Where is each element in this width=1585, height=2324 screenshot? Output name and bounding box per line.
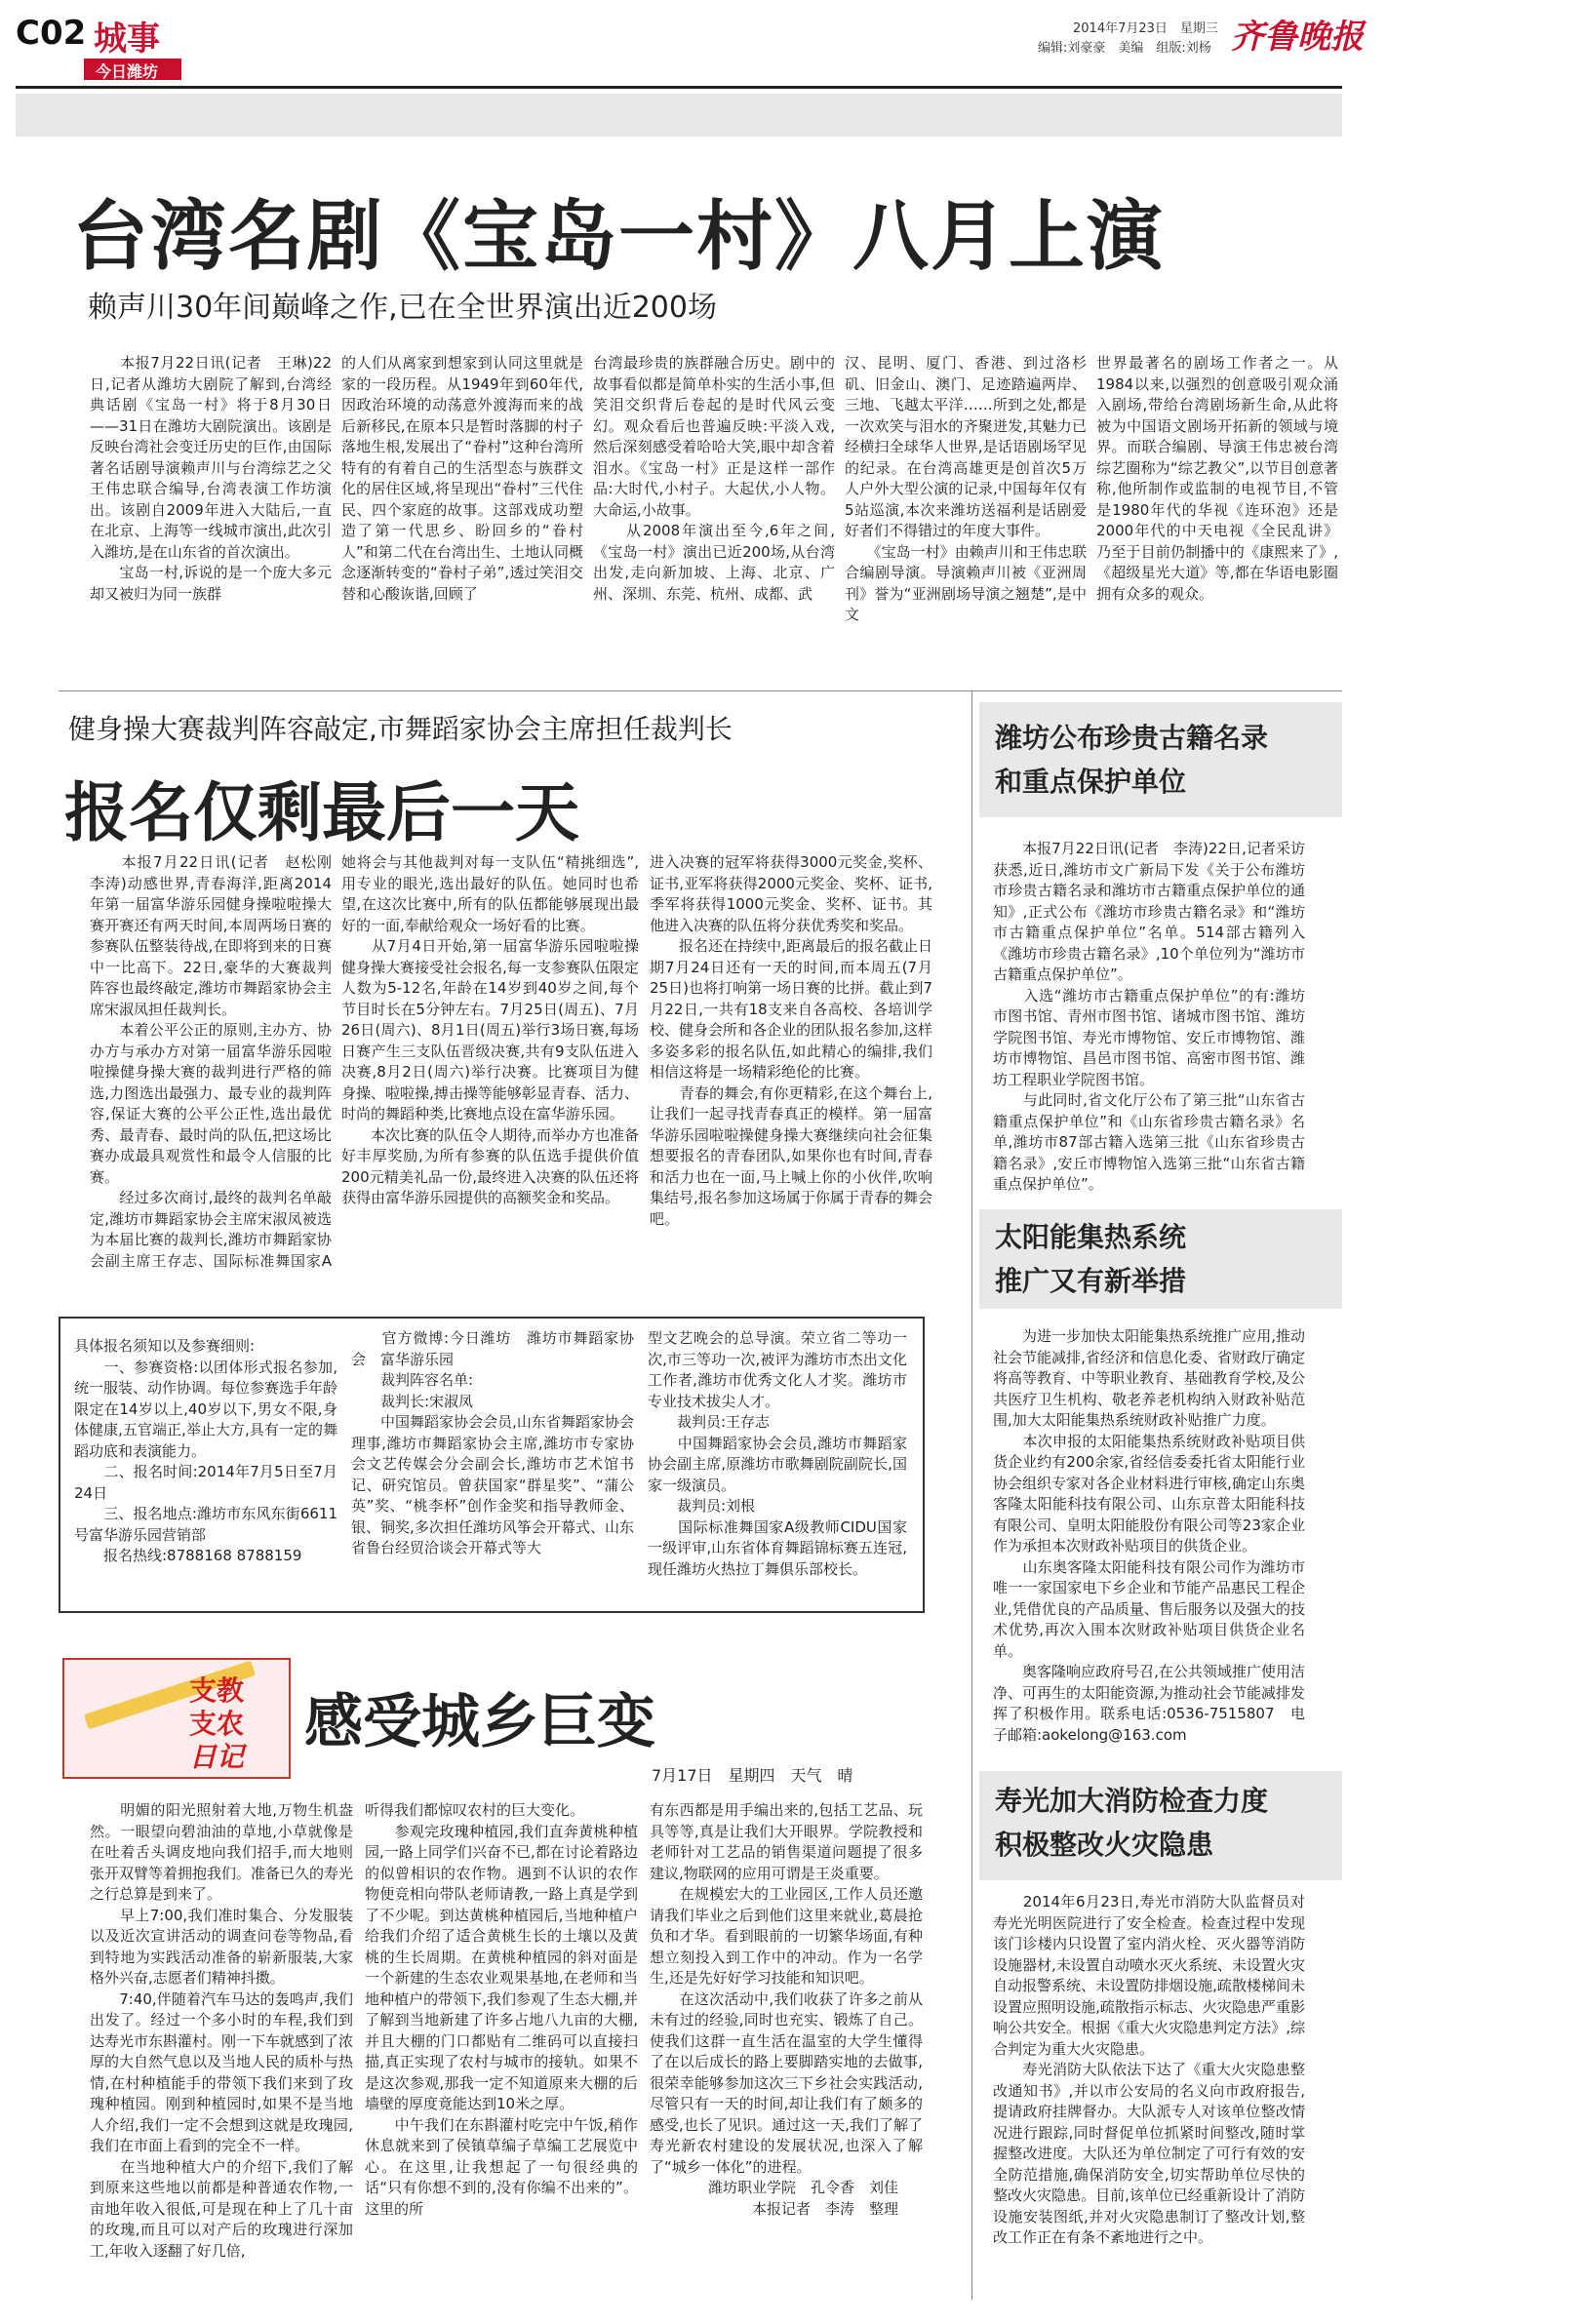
article1-subtitle: 赖声川30年间巅峰之作,已在全世界演出近200场 — [88, 291, 717, 325]
article1-col-4: 汉、昆明、厦门、香港、到过洛杉矶、旧金山、澳门、足迹踏遍两岸、三地、飞越太平洋……所到之处,都是一次欢笑与泪水的齐聚迸发,其魅力已经横扫全球华人世界,是话语剧场罕见的纪录。在台湾高雄更是创首次5万人户外大型公演的记录,中国每年仅有5站巡演,本次来潍坊送福利是话剧爱好者们不得错过的年度大事件。 《宝岛一村》由赖声川和王伟忠联合编剧导演。导演赖声川被《亚洲周刊》誉为“亚洲剧场导演之翘楚”,是中文 — [845, 354, 1087, 623]
side1-body: 本报7月22日讯(记者 李涛)22日,记者采访获悉,近日,潍坊市文广新局下发《关于公布潍坊市珍贵古籍名录和潍坊市古籍重点保护单位的通知》,正式公布《潍坊市珍贵古籍名录》和“潍坊市古籍重点保护单位”名单。514部古籍列入《潍坊市珍贵古籍名录》,10个单位列为“潍坊市古籍重点保护单位”。 入选“潍坊市古籍重点保护单位”的有:潍坊市图书馆、青州市图书馆、诸城市图书馆、潍坊学院图书馆、寿光市博物馆、安丘市博物馆、潍坊市博物馆、昌邑市图书馆、高密市图书馆、潍坊工程职业学院图书馆。 与此同时,省文化厅公布了第三批“山东省古籍重点保护单位”和《山东省珍贵古籍名录》名单,潍坊市87部古籍入选第三批《山东省珍贵古籍名录》,安丘市博物馆入选第三批“山东省古籍重点保护单位”。 — [993, 840, 1305, 1193]
article2-col-3: 进入决赛的冠军将获得3000元奖金,奖杯、证书,亚军将获得2000元奖金、奖杯、证书,季军将获得1000元奖金、奖杯、证书。其他进入决赛的队伍将分获优秀奖和奖品。 报名还在持续中,距离最后的报名截止日期7月24日还有一天的时间,而本周五(7月25日)也将打响第一场日赛的比拼。截止到7月22日,一共有18支来自各高校、各培训学校、健身会所和各企业的团队报名参加,这样多姿多彩的报名队伍,如此精心的编排,我们相信这将是一场精彩绝伦的比赛。 青春的舞会,有你更精彩,在这个舞台上,让我们一起寻找青春真正的模样。第一届富华游乐园啦啦操健身操大赛继续向社会征集想要报名的青春团队,如果你也有时间,青春和活力也在一面,马上喊上你的小伙伴,吹响集结号,报名参加这场属于你属于青春的舞会吧。 — [650, 853, 932, 1228]
masthead-date: 2014年7月23日 星期三 — [1073, 21, 1218, 36]
newspaper-logo: 齐鲁晚报 — [1231, 18, 1364, 57]
article2-title: 报名仅剩最后一天 — [64, 774, 579, 850]
diary-badge — [62, 1658, 291, 1779]
article1-col-5: 世界最著名的剧场工作者之一。从1984以来,以强烈的创意吸引观众涌入剧场,带给台湾剧场新生命,从此将被为中国语文剧场开拓新的领域与境界。而联合编剧、导演王伟忠被台湾综艺圈称为“综艺教父”,以节目创意著称,他所制作或监制的电视节目,不管是1980年代的华视《连环泡》还是2000年代的中天电视《全民乱讲》乃至于目前仍制播中的《康熙来了》,《超级星光大道》等,都在华语电影圈拥有众多的观众。 — [1096, 354, 1338, 603]
sidebar-divider — [971, 690, 972, 2300]
article3-title: 感受城乡巨变 — [304, 1688, 655, 1756]
badge-line-2: 支农 — [189, 1708, 245, 1740]
top-shade-band — [16, 94, 1342, 137]
subsection-label: 今日潍坊 — [96, 62, 159, 81]
section-name: 城事 — [94, 20, 160, 59]
article1-title: 台湾名剧《宝岛一村》八月上演 — [72, 192, 1166, 281]
article2-col-1: 本报7月22日讯(记者 赵松刚 李涛)动感世界,青春海洋,距离2014年第一届富华游乐园健身操啦啦操大赛开赛还有两天时间,本周两场日赛的参赛队伍整装待战,在即将到来的日赛中一比高下。22日,豪华的大赛裁判阵容也最终敲定,潍坊市舞蹈家协会主席宋淑凤担任裁判长。 本着公平公正的原则,主办方、协办方与承办方对第一届富华游乐园啦啦操健身操大赛的裁判进行严格的筛选,力图选出最强力、最专业的裁判阵容,保证大赛的公平公正性,选出最优秀、最青春、最时尚的队伍,把这场比赛办成最具观赏性和最令人信服的比赛。 经过多次商讨,最终的裁判名单敲定,潍坊市舞蹈家协会主席宋淑凤被选为本届比赛的裁判长,潍坊市舞蹈家协会副主席王存志、国际标准舞国家A — [90, 853, 332, 1270]
infobox-col-3: 型文艺晚会的总导演。荣立省二等功一次,市三等功一次,被评为潍坊市杰出文化工作者,潍坊市优秀文化人才奖。潍坊市专业技术拔尖人才。 裁判员:王存志 中国舞蹈家协会会员,潍坊市舞蹈家协会副主席,原潍坊市歌舞剧院副院长,国家一级演员。 裁判员:刘根 国际标准舞国家A级教师CIDU国家一级评审,山东省体育舞蹈锦标赛五连冠,现任潍坊火热拉丁舞俱乐部校长。 — [648, 1329, 907, 1578]
article2-kicker: 健身操大赛裁判阵容敲定,市舞蹈家协会主席担任裁判长 — [68, 713, 733, 745]
side1-title: 潍坊公布珍贵古籍名录 和重点保护单位 — [995, 722, 1269, 798]
article1-col-2: 的人们从离家到想家到认同这里就是家的一段历程。从1949年到60年代,因政治环境的动荡意外渡海而来的战后新移民,在原本只是暂时落脚的村子落地生根,发展出了“眷村”这种台湾所特有的有着自己的生活型态与族群文化的居住区域,将呈现出“眷村”三代住民、四个家庭的故事。这部戏成功塑造了第一代思乡、盼回乡的“眷村人”和第二代在台湾出生、土地认同概念逐渐转变的“眷村子弟”,透过笑泪交替和心酸诙谐,回顾了 — [341, 354, 583, 603]
divider — [59, 690, 1342, 691]
masthead-editors: 编辑:刘豪豪 美编 组版:刘杨 — [1038, 41, 1211, 56]
badge-line-3: 日记 — [189, 1741, 245, 1773]
article1-col-3: 台湾最珍贵的族群融合历史。剧中的故事看似都是简单朴实的生活小事,但笑泪交织背后卷起的是时代风云变幻。观众看后也普遍反映:平淡入戏,然后深刻感受着哈哈大笑,眼中却含着泪水。《宝岛一村》正是这样一部作品:大时代,小村子。大起伏,小人物。大命运,小故事。 从2008年演出至今,6年之间,《宝岛一村》演出已近200场,从台湾出发,走向新加坡、上海、北京、广州、深圳、东莞、杭州、成都、武 — [593, 354, 835, 603]
side2-body: 为进一步加快太阳能集热系统推广应用,推动社会节能减排,省经济和信息化委、省财政厅确定将高等教育、中等职业教育、基础教育学校,及公共医疗卫生机构、敬老养老机构纳入财政补贴范围,加大太阳能集热系统财政补贴推广力度。 本次申报的太阳能集热系统财政补贴项目供货企业约有200余家,省经信委委托省太阳能行业协会组织专家对各企业材料进行审核,确定山东奥客隆太阳能科技有限公司、山东京普太阳能科技有限公司、皇明太阳能股份有限公司等23家企业作为承担本次财政补贴项目的供货企业。 山东奥客隆太阳能科技有限公司作为潍坊市唯一一家国家电下乡企业和节能产品惠民工程企业,凭借优良的产品质量、售后服务以及强大的技术优势,再次入围本次财政补贴项目供货企业名单。 奥客隆响应政府号召,在公共领域推广使用洁净、可再生的太阳能资源,为推动社会节能减排发挥了积极作用。联系电话:0536-7515807 电子邮箱:aokelong@163.com — [993, 1327, 1305, 1744]
article3-dateline: 7月17日 星期四 天气 晴 — [652, 1766, 853, 1785]
infobox-col-1: 具体报名须知以及参赛细则: 一、参赛资格:以团体形式报名参加,统一服装、动作协调。每位参赛选手年龄限定在14岁以上,40岁以下,男女不限,身体健康,五官端正,举止大方,具有一定的舞蹈功底和表演能力。 二、报名时间:2014年7月5日至7月24日 三、报名地点:潍坊市东风东街6611号富华游乐园营销部 报名热线:8788168 8788159 — [74, 1337, 337, 1564]
side2-title: 太阳能集热系统 推广又有新举措 — [995, 1221, 1187, 1297]
side3-body: 2014年6月23日,寿光市消防大队监督员对寿光光明医院进行了安全检查。检查过程中发现该门诊楼内只设置了室内消火栓、灭火器等消防设施器材,未设置自动喷水灭火系统、未设置火灾自动报警系统、未设置防排烟设施,疏散楼梯间未设置应照明设施,疏散指示标志、火灾隐患严重影响公共安全。根据《重大火灾隐患判定方法》,综合判定为重大火灾隐患。 寿光消防大队依法下达了《重大火灾隐患整改通知书》,并以市公安局的名义向市政府报告,提请政府挂牌督办。大队派专人对该单位整改情况进行跟踪,同时督促单位抓紧时间整改,随时掌握整改进度。大队还为单位制定了可行有效的安全防范措施,确保消防安全,切实帮助单位尽快的整改火灾隐患。目前,该单位已经重新设计了消防设施安装图纸,并对火灾隐患制订了整改计划,整改工作正在有条不紊地进行之中。 — [993, 1893, 1305, 2246]
badge-line-1: 支教 — [189, 1674, 245, 1707]
article2-col-2: 她将会与其他裁判对每一支队伍“精挑细选”,用专业的眼光,选出最好的队伍。她同时也希望,在这次比赛中,所有的队伍都能够展现出最好的一面,奉献给观众一场好看的比赛。 从7月4日开始,第一届富华游乐园啦啦操健身操大赛接受社会报名,每一支参赛队伍限定人数为5-12名,年龄在14岁到40岁之间,每个节目时长在5分钟左右。7月25日(周五)、7月26日(周六)、8月1日(周五)举行3场日赛,每场日赛产生三支队伍晋级决赛,共有9支队伍进入决赛,8月2日(周六)举行决赛。比赛项目为健身操、啦啦操,搏击操等能够彰显青春、活力、时尚的舞蹈种类,比赛地点设在富华游乐园。 本次比赛的队伍令人期待,而举办方也准备好丰厚奖励,为所有参赛的队伍选手提供价值200元精美礼品一份,最终进入决赛的队伍还将获得由富华游乐园提供的高额奖金和奖品。 — [341, 853, 639, 1206]
side3-title: 寿光加大消防检查力度 积极整改火灾隐患 — [995, 1785, 1269, 1861]
article3-col-3: 有东西都是用手编出来的,包括工艺品、玩具等等,真是让我们大开眼界。学院教授和老师针对工艺品的销售渠道问题提了很多建议,物联网的应用可谓是王炎重要。 在规模宏大的工业园区,工作人员还邀请我们毕业之后到他们这里来就业,葛晨抢负和才华。看到眼前的一切繁华场面,有种想立刻投入到工作中的冲动。作为一名学生,还是先好好学习技能和知识吧。 在这次活动中,我们收获了许多之前从未有过的经验,同时也充实、锻炼了自己。使我们这群一直生活在温室的大学生懂得了在以后成长的路上要脚踏实地的去做事,很荣幸能够参加这次三下乡社会实践活动,尽管只有一天的时间,却让我们有了颇多的感受,也长了见识。通过这一天,我们了解了寿光新农村建设的发展状况,也深入了解了“城乡一体化”的进程。 潍坊职业学院 孔令香 刘佳 本报记者 李涛 整理 — [650, 1801, 923, 2218]
infobox-col-2: 官方微博:今日潍坊 潍坊市舞蹈家协会 富华游乐园 裁判阵容名单: 裁判长:宋淑凤 中国舞蹈家协会会员,山东省舞蹈家协会理事,潍坊市舞蹈家协会主席,潍坊市专家协会文艺传媒会分会副会长,潍坊市艺术馆书记、研究馆员。曾获国家“群星奖”、“蒲公英”奖、“桃李杯”创作金奖和指导教师金、银、铜奖,多次担任潍坊风筝会开幕式、山东省鲁台经贸洽谈会开幕式等大 — [351, 1329, 634, 1556]
article1-col-1: 本报7月22日讯(记者 王琳)22日,记者从潍坊大剧院了解到,台湾经典话剧《宝岛一村》将于8月30日——31日在潍坊大剧院演出。该剧是反映台湾社会变迁历史的巨作,由国际著名话剧导演赖声川与台湾综艺之父王伟忠联合编导,台湾表演工作坊演出。该剧自2009年进入大陆后,一直在北京、上海等一线城市演出,此次引入潍坊,是在山东省的首次演出。 宝岛一村,诉说的是一个庞大多元却又被归为同一族群 — [90, 354, 332, 603]
masthead-rule — [16, 86, 1342, 89]
article3-col-2: 听得我们都惊叹农村的巨大变化。 参观完玫瑰种植园,我们直奔黄桃种植园,一路上同学们兴奋不已,都在讨论着路边的似曾相识的农作物。遇到不认识的农作物便竞相向带队老师请教,一路上真是学到了不少呢。到达黄桃种植园后,当地种植户给我们介绍了适合黄桃生长的土壤以及黄桃的生长周期。在黄桃种植园的斜对面是一个新建的生态农业观果基地,在老师和当地种植户的带领下,我们参观了生态大棚,并了解到当地新建了许多占地八九亩的大棚,并且大棚的门口都贴有二维码可以直接扫描,真正实现了农村与城市的接轨。如果不是这次参观,那我一定不知道原来大棚的后墙壁的厚度竟能达到10米之厚。 中午我们在东斟灌村吃完中午饭,稍作休息就来到了侯镇草编子草编工艺展览中心。在这里,让我想起了一句很经典的话“只有你想不到的,没有你编不出来的”。这里的所 — [365, 1801, 638, 2218]
article3-col-1: 明媚的阳光照射着大地,万物生机盎然。一眼望向碧油油的草地,小草就像是在吐着舌头调皮地向我们招手,而大地则张开双臂等着拥抱我们。准备已久的寿光之行总算是到来了。 早上7:00,我们准时集合、分发服装以及近次宣讲活动的调查问卷等物品,看到特地为实践活动准备的崭新服装,大家格外兴奋,志愿者们精神抖擞。 7:40,伴随着汽车马达的轰鸣声,我们出发了。经过一个多小时的车程,我们到达寿光市东斟灌村。刚一下车就感到了浓厚的大自然气息以及当地人民的质朴与热情,在村种植能手的带领下我们来到了玫瑰种植园。刚到种植园时,如果不是当地人介绍,我们一定不会想到这就是玫瑰园,我们在市面上看到的完全不一样。 在当地种植大户的介绍下,我们了解到原来这些地以前都是种普通农作物,一亩地年收入很低,可是现在种上了几十亩的玫瑰,而且可以对产后的玫瑰进行深加工,年收入逐翻了好几倍, — [90, 1801, 353, 2260]
page-code: C02 — [16, 14, 87, 53]
